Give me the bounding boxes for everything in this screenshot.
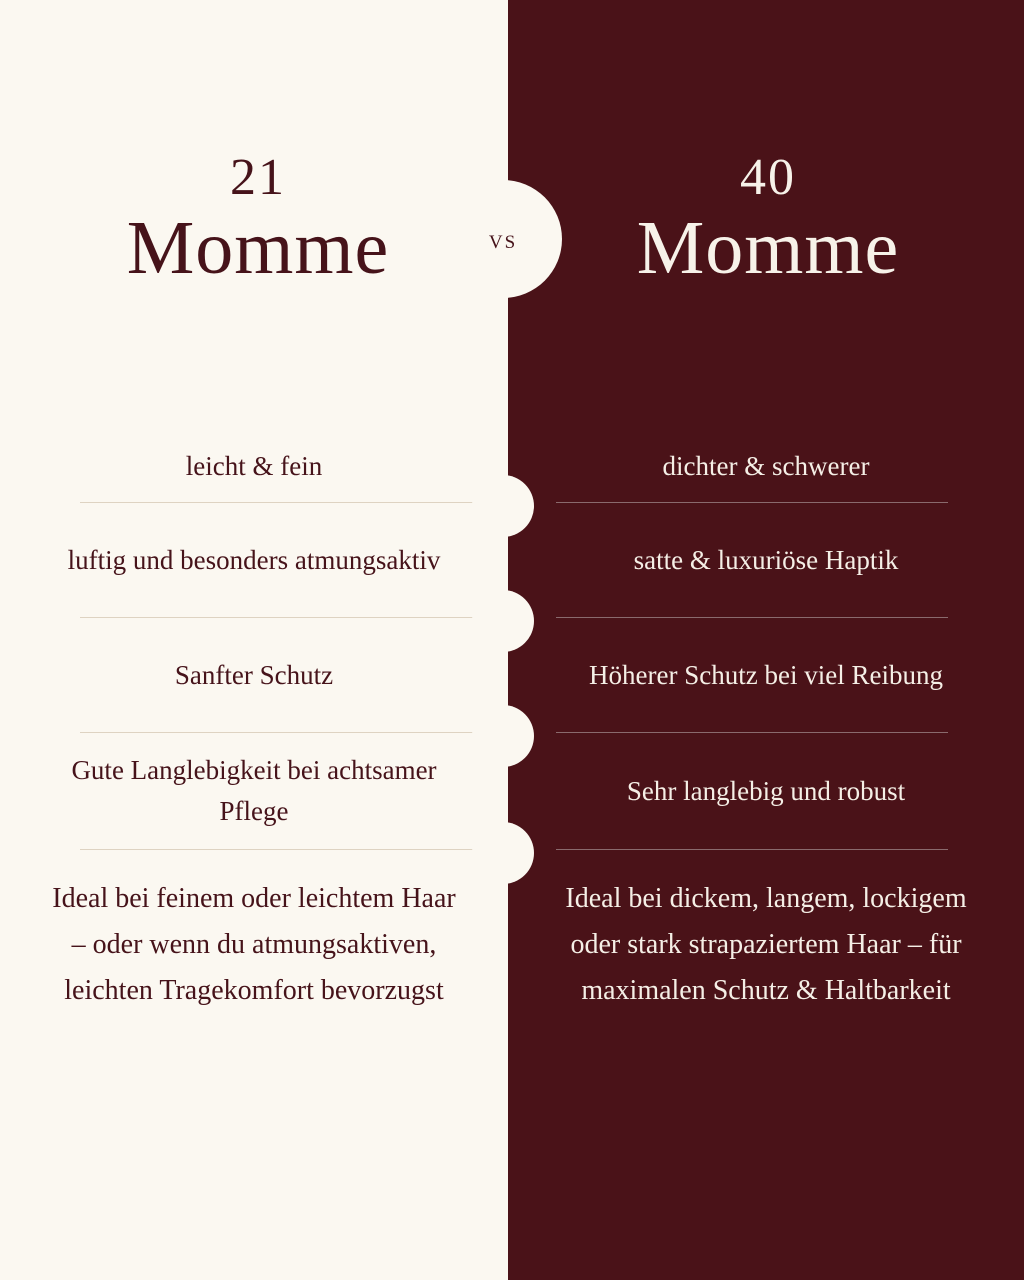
left-momme-number: 21 [230,149,286,206]
row-left-text: luftig und besonders atmungsaktiv [67,544,441,575]
divider-dot-icon [472,475,534,537]
row-left-text: leicht & fein [185,450,323,481]
row-left-text: Gute Langlebigkeit bei achtsamer Pflege [71,755,437,826]
footer-row [0,876,1024,1014]
divider-dot-icon [472,822,534,884]
row-right-text: Höherer Schutz bei viel Reibung [589,659,943,690]
left-heading [38,150,478,290]
right-momme-word: Momme [636,206,900,290]
divider-dot-icon [472,590,534,652]
left-momme-word: Momme [126,206,390,290]
footer-left-text: Ideal bei feinem oder leichtem Haar – oder wenn du atmungsaktiven, leichten Tragekomfort bevorzugst [52,883,456,1006]
right-heading [548,150,988,290]
divider-line-left [80,849,476,850]
row-left-text: Sanfter Schutz [174,659,334,690]
row-divider [0,849,1024,850]
versus-label: vs [488,223,518,254]
footer-right-text: Ideal bei dickem, langem, lockigem oder stark strapaziertem Haar – für maximalen Schutz & Haltbarkeit [565,883,967,1006]
divider-line-right [556,849,948,850]
divider-dot-icon [472,705,534,767]
row-right-text: Sehr langlebig und robust [626,775,906,806]
row-right-text: satte & luxuriöse Haptik [633,544,899,575]
row-right-text: dichter & schwerer [662,450,870,481]
versus-badge [444,180,562,298]
comparison-rows [0,430,1024,1014]
right-momme-number: 40 [740,149,796,206]
